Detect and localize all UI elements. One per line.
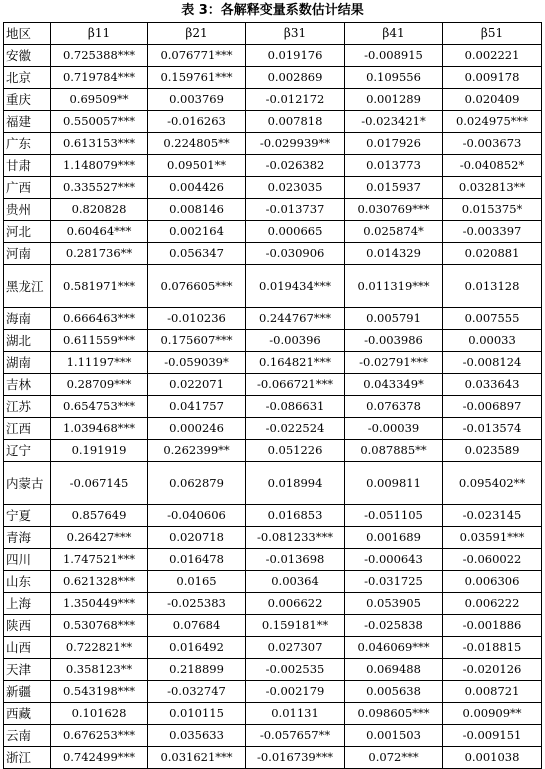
table-row	[4, 527, 542, 549]
coefficient-cell: 0.358123**	[51, 659, 148, 681]
coefficient-cell: 0.26427***	[51, 527, 148, 549]
coefficient-cell: 0.006622	[246, 593, 345, 615]
region-cell: 陕西	[4, 615, 51, 637]
table-body	[4, 45, 542, 769]
region-cell: 黑龙江	[4, 265, 51, 308]
coefficient-cell: -0.023145	[443, 505, 542, 527]
coefficient-cell: 0.020409	[443, 89, 542, 111]
coefficient-cell: 0.857649	[51, 505, 148, 527]
region-cell: 青海	[4, 527, 51, 549]
coefficient-cell: 0.543198***	[51, 681, 148, 703]
table-row	[4, 462, 542, 505]
coefficient-cell: 0.032813**	[443, 177, 542, 199]
coefficient-cell: 0.019434***	[246, 265, 345, 308]
header-beta21: β21	[148, 23, 246, 45]
coefficient-cell: 0.0165	[148, 571, 246, 593]
coefficient-cell: 0.001289	[345, 89, 443, 111]
coefficient-cell: 0.017926	[345, 133, 443, 155]
coefficient-cell: -0.00039	[345, 418, 443, 440]
coefficient-cell: 0.011319***	[345, 265, 443, 308]
coefficient-cell: -0.006897	[443, 396, 542, 418]
coefficient-cell: -0.040606	[148, 505, 246, 527]
coefficient-cell: -0.023421*	[345, 111, 443, 133]
coefficient-cell: -0.003673	[443, 133, 542, 155]
coefficient-cell: 0.006222	[443, 593, 542, 615]
table-row	[4, 177, 542, 199]
coefficient-cell: -0.003986	[345, 330, 443, 352]
table-row	[4, 45, 542, 67]
coefficient-cell: 0.016478	[148, 549, 246, 571]
coefficient-cell: 0.000246	[148, 418, 246, 440]
table-row	[4, 243, 542, 265]
coefficient-cell: 0.164821***	[246, 352, 345, 374]
coefficient-cell: 0.098605***	[345, 703, 443, 725]
coefficient-cell: 0.020881	[443, 243, 542, 265]
region-cell: 贵州	[4, 199, 51, 221]
table-row	[4, 199, 542, 221]
coefficient-cell: 0.051226	[246, 440, 345, 462]
table-row	[4, 549, 542, 571]
coefficient-cell: 0.676253***	[51, 725, 148, 747]
coefficient-cell: -0.051105	[345, 505, 443, 527]
coefficient-cell: 0.00364	[246, 571, 345, 593]
coefficient-cell: -0.020126	[443, 659, 542, 681]
coefficient-cell: -0.030906	[246, 243, 345, 265]
coefficient-cell: 0.03591***	[443, 527, 542, 549]
coefficient-cell: 0.035633	[148, 725, 246, 747]
coefficient-cell: 0.009178	[443, 67, 542, 89]
table-row	[4, 396, 542, 418]
coefficient-cell: 0.581971***	[51, 265, 148, 308]
coefficient-cell: 0.01131	[246, 703, 345, 725]
coefficient-cell: 0.550057***	[51, 111, 148, 133]
coefficient-cell: -0.066721***	[246, 374, 345, 396]
table-row	[4, 440, 542, 462]
coefficient-cell: -0.001886	[443, 615, 542, 637]
coefficient-cell: -0.022524	[246, 418, 345, 440]
coefficient-cell: 0.076771***	[148, 45, 246, 67]
table-title: 表 3：各解释变量系数估计结果	[181, 3, 364, 18]
coefficient-cell: 0.033643	[443, 374, 542, 396]
coefficient-cell: -0.010236	[148, 308, 246, 330]
coefficient-cell: 0.022071	[148, 374, 246, 396]
coefficient-cell: 0.008721	[443, 681, 542, 703]
coefficient-cell: 0.742499***	[51, 747, 148, 769]
coefficient-cell: 0.109556	[345, 67, 443, 89]
region-cell: 北京	[4, 67, 51, 89]
coefficient-cell: 0.005638	[345, 681, 443, 703]
coefficient-cell: 1.747521***	[51, 549, 148, 571]
coefficient-cell: 0.820828	[51, 199, 148, 221]
coefficient-cell: 0.015375*	[443, 199, 542, 221]
coefficient-cell: 0.191919	[51, 440, 148, 462]
coefficient-cell: 0.020718	[148, 527, 246, 549]
region-cell: 海南	[4, 308, 51, 330]
coefficient-cell: 0.015937	[345, 177, 443, 199]
coefficient-cell: 0.013773	[345, 155, 443, 177]
coefficient-cell: 0.009811	[345, 462, 443, 505]
coefficient-cell: 0.025874*	[345, 221, 443, 243]
coefficient-cell: 0.002869	[246, 67, 345, 89]
coefficient-cell: -0.003397	[443, 221, 542, 243]
header-row	[4, 23, 542, 45]
table-row	[4, 155, 542, 177]
coefficient-cell: -0.008915	[345, 45, 443, 67]
coefficient-cell: 0.003769	[148, 89, 246, 111]
coefficient-cell: 0.043349*	[345, 374, 443, 396]
coefficient-cell: 0.072***	[345, 747, 443, 769]
coefficient-cell: -0.057657**	[246, 725, 345, 747]
coefficient-cell: 0.00033	[443, 330, 542, 352]
region-cell: 辽宁	[4, 440, 51, 462]
region-cell: 四川	[4, 549, 51, 571]
region-cell: 西藏	[4, 703, 51, 725]
table-row	[4, 352, 542, 374]
table-row	[4, 221, 542, 243]
coefficient-cell: -0.016263	[148, 111, 246, 133]
region-cell: 新疆	[4, 681, 51, 703]
coefficient-cell: 0.006306	[443, 571, 542, 593]
coefficient-cell: 0.002221	[443, 45, 542, 67]
coefficient-cell: -0.000643	[345, 549, 443, 571]
coefficient-cell: 0.001689	[345, 527, 443, 549]
coefficient-cell: 0.224805**	[148, 133, 246, 155]
table-row	[4, 615, 542, 637]
region-cell: 福建	[4, 111, 51, 133]
table-row	[4, 747, 542, 769]
coefficient-cell: 0.159181**	[246, 615, 345, 637]
region-cell: 吉林	[4, 374, 51, 396]
coefficient-cell: 0.666463***	[51, 308, 148, 330]
table-row	[4, 703, 542, 725]
coefficient-table	[3, 22, 542, 769]
region-cell: 云南	[4, 725, 51, 747]
table-row	[4, 637, 542, 659]
coefficient-cell: 0.014329	[345, 243, 443, 265]
coefficient-cell: 0.69509**	[51, 89, 148, 111]
coefficient-cell: -0.013574	[443, 418, 542, 440]
region-cell: 重庆	[4, 89, 51, 111]
coefficient-cell: -0.029939**	[246, 133, 345, 155]
coefficient-cell: 0.00909**	[443, 703, 542, 725]
region-cell: 甘肃	[4, 155, 51, 177]
coefficient-cell: 0.725388***	[51, 45, 148, 67]
coefficient-cell: 0.613153***	[51, 133, 148, 155]
coefficient-cell: 0.076378	[345, 396, 443, 418]
table-row	[4, 89, 542, 111]
region-cell: 浙江	[4, 747, 51, 769]
table-row	[4, 67, 542, 89]
coefficient-cell: 1.148079***	[51, 155, 148, 177]
coefficient-cell: 1.11197***	[51, 352, 148, 374]
coefficient-cell: 0.004426	[148, 177, 246, 199]
region-cell: 内蒙古	[4, 462, 51, 505]
table-row	[4, 308, 542, 330]
table-row	[4, 571, 542, 593]
table-row	[4, 593, 542, 615]
table-row	[4, 725, 542, 747]
table-row	[4, 681, 542, 703]
coefficient-cell: 0.018994	[246, 462, 345, 505]
coefficient-cell: -0.009151	[443, 725, 542, 747]
coefficient-cell: 0.281736**	[51, 243, 148, 265]
coefficient-cell: 0.046069***	[345, 637, 443, 659]
coefficient-cell: -0.040852*	[443, 155, 542, 177]
coefficient-cell: 0.005791	[345, 308, 443, 330]
region-cell: 广东	[4, 133, 51, 155]
coefficient-cell: 0.013128	[443, 265, 542, 308]
coefficient-cell: 0.019176	[246, 45, 345, 67]
region-cell: 山东	[4, 571, 51, 593]
coefficient-cell: 0.007555	[443, 308, 542, 330]
coefficient-cell: 0.000665	[246, 221, 345, 243]
coefficient-cell: 0.218899	[148, 659, 246, 681]
region-cell: 河南	[4, 243, 51, 265]
coefficient-cell: -0.013737	[246, 199, 345, 221]
coefficient-cell: -0.059039*	[148, 352, 246, 374]
region-cell: 山西	[4, 637, 51, 659]
coefficient-cell: 0.335527***	[51, 177, 148, 199]
coefficient-cell: 0.095402**	[443, 462, 542, 505]
region-cell: 湖南	[4, 352, 51, 374]
coefficient-cell: -0.018815	[443, 637, 542, 659]
coefficient-cell: 0.023035	[246, 177, 345, 199]
coefficient-cell: 0.611559***	[51, 330, 148, 352]
coefficient-cell: 0.076605***	[148, 265, 246, 308]
header-beta41: β41	[345, 23, 443, 45]
coefficient-cell: 0.28709***	[51, 374, 148, 396]
coefficient-cell: 0.001503	[345, 725, 443, 747]
coefficient-cell: 0.175607***	[148, 330, 246, 352]
region-cell: 湖北	[4, 330, 51, 352]
coefficient-cell: 0.530768***	[51, 615, 148, 637]
coefficient-cell: -0.031725	[345, 571, 443, 593]
coefficient-cell: 1.039468***	[51, 418, 148, 440]
coefficient-cell: 0.031621***	[148, 747, 246, 769]
region-cell: 宁夏	[4, 505, 51, 527]
coefficient-cell: 0.159761***	[148, 67, 246, 89]
coefficient-cell: -0.016739***	[246, 747, 345, 769]
coefficient-cell: 0.027307	[246, 637, 345, 659]
table-row	[4, 133, 542, 155]
coefficient-cell: -0.081233***	[246, 527, 345, 549]
header-beta31: β31	[246, 23, 345, 45]
coefficient-cell: 0.016492	[148, 637, 246, 659]
coefficient-cell: -0.067145	[51, 462, 148, 505]
coefficient-cell: -0.026382	[246, 155, 345, 177]
table-row	[4, 659, 542, 681]
coefficient-cell: -0.060022	[443, 549, 542, 571]
coefficient-cell: 0.60464***	[51, 221, 148, 243]
header-region: 地区	[4, 23, 51, 45]
coefficient-cell: 0.041757	[148, 396, 246, 418]
region-cell: 广西	[4, 177, 51, 199]
coefficient-cell: 0.069488	[345, 659, 443, 681]
coefficient-cell: -0.086631	[246, 396, 345, 418]
coefficient-cell: -0.008124	[443, 352, 542, 374]
coefficient-cell: 0.09501**	[148, 155, 246, 177]
coefficient-cell: -0.02791***	[345, 352, 443, 374]
coefficient-cell: 0.024975***	[443, 111, 542, 133]
coefficient-cell: 0.008146	[148, 199, 246, 221]
coefficient-cell: 0.062879	[148, 462, 246, 505]
coefficient-cell: 0.030769***	[345, 199, 443, 221]
coefficient-cell: -0.025383	[148, 593, 246, 615]
region-cell: 江西	[4, 418, 51, 440]
region-cell: 天津	[4, 659, 51, 681]
coefficient-cell: -0.00396	[246, 330, 345, 352]
table-row	[4, 111, 542, 133]
coefficient-cell: 0.056347	[148, 243, 246, 265]
coefficient-cell: 0.101628	[51, 703, 148, 725]
coefficient-cell: 0.654753***	[51, 396, 148, 418]
coefficient-cell: 0.07684	[148, 615, 246, 637]
table-row	[4, 374, 542, 396]
coefficient-cell: 0.244767***	[246, 308, 345, 330]
coefficient-cell: 0.053905	[345, 593, 443, 615]
coefficient-cell: 0.001038	[443, 747, 542, 769]
coefficient-cell: 1.350449***	[51, 593, 148, 615]
coefficient-cell: 0.010115	[148, 703, 246, 725]
coefficient-cell: -0.025838	[345, 615, 443, 637]
region-cell: 河北	[4, 221, 51, 243]
header-beta51: β51	[443, 23, 542, 45]
table-row	[4, 330, 542, 352]
table-row	[4, 265, 542, 308]
coefficient-cell: 0.023589	[443, 440, 542, 462]
region-cell: 上海	[4, 593, 51, 615]
region-cell: 江苏	[4, 396, 51, 418]
coefficient-cell: -0.002535	[246, 659, 345, 681]
header-beta11: β11	[51, 23, 148, 45]
coefficient-cell: 0.002164	[148, 221, 246, 243]
coefficient-cell: 0.719784***	[51, 67, 148, 89]
coefficient-cell: -0.013698	[246, 549, 345, 571]
coefficient-cell: 0.087885**	[345, 440, 443, 462]
coefficient-cell: -0.032747	[148, 681, 246, 703]
coefficient-cell: 0.007818	[246, 111, 345, 133]
coefficient-cell: 0.262399**	[148, 440, 246, 462]
coefficient-cell: 0.621328***	[51, 571, 148, 593]
table-row	[4, 505, 542, 527]
coefficient-cell: 0.722821**	[51, 637, 148, 659]
coefficient-cell: -0.012172	[246, 89, 345, 111]
table-row	[4, 418, 542, 440]
region-cell: 安徽	[4, 45, 51, 67]
coefficient-cell: 0.016853	[246, 505, 345, 527]
coefficient-cell: -0.002179	[246, 681, 345, 703]
